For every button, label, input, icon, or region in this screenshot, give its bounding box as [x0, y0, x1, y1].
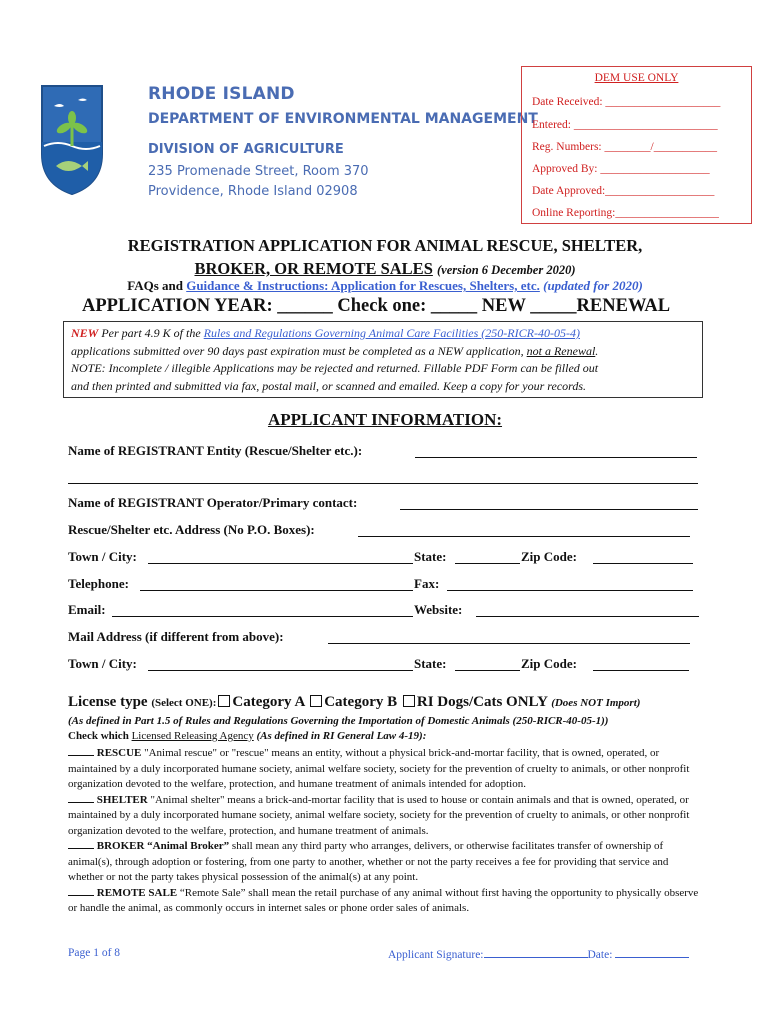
state-2-input[interactable] — [455, 670, 520, 671]
category-b-checkbox[interactable] — [310, 695, 322, 707]
zip-2-input[interactable] — [593, 670, 689, 671]
town-city-label: Town / City: — [68, 549, 137, 564]
note-line-4: and then printed and submitted via fax, postal mail, or scanned and emailed. Keep a copy for your records. — [71, 378, 587, 393]
license-type-line — [68, 694, 640, 711]
rescue-checkbox-blank[interactable] — [68, 746, 94, 756]
state-label: State: — [414, 549, 447, 564]
check-which-label: Check which — [68, 730, 129, 742]
category-b-label: Category B — [324, 694, 398, 710]
rescue-definition — [68, 746, 702, 793]
ri-dogs-cats-label: RI Dogs/Cats ONLY — [416, 694, 548, 710]
select-one-label: (Select ONE): — [151, 697, 217, 709]
remote-sale-term: REMOTE SALE — [96, 886, 178, 899]
guidance-link[interactable]: Guidance & Instructions: Application for Rescues, Shelters, etc. — [186, 278, 540, 293]
address-line-2: Providence, Rhode Island 02908 — [148, 184, 358, 199]
dem-use-only-title: DEM USE ONLY — [594, 72, 679, 84]
license-definitions — [68, 746, 702, 917]
ri-dogs-cats-checkbox[interactable] — [403, 695, 415, 707]
rescue-term: RESCUE — [96, 747, 142, 759]
reg-numbers-field[interactable]: Reg. Numbers: ________/___________ — [532, 141, 717, 153]
note-new-label: NEW — [71, 326, 99, 340]
signature-input[interactable] — [484, 947, 588, 958]
signature-label: Applicant Signature: — [388, 949, 484, 961]
department-name: DEPARTMENT OF ENVIRONMENTAL MANAGEMENT — [148, 111, 538, 127]
registrant-operator-input[interactable] — [400, 509, 698, 510]
date-label: Date: — [587, 949, 613, 961]
email-label: Email: — [68, 602, 106, 617]
address-line-1: 235 Promenade Street, Room 370 — [148, 164, 369, 179]
form-version: (version 6 December 2020) — [437, 263, 576, 277]
fax-label: Fax: — [414, 576, 440, 591]
town-city-2-label: Town / City: — [68, 656, 137, 671]
remote-sale-checkbox-blank[interactable] — [68, 886, 94, 896]
note-line-2: applications submitted over 90 days past expiration must be completed as a NEW application, — [71, 343, 524, 358]
faq-updated: (updated for 2020) — [543, 278, 643, 293]
as-defined-note: (As defined in Part 1.5 of Rules and Regulations Governing the Importation of Domestic Animals (250-RICR-40-05-1)) — [68, 715, 609, 727]
registrant-entity-input[interactable] — [415, 457, 697, 458]
email-input[interactable] — [112, 616, 413, 617]
address-label: Rescue/Shelter etc. Address (No P.O. Boxes): — [68, 522, 315, 537]
renewal-note-box: NEW Per part 4.9 K of the Rules and Regulations Governing Animal Care Facilities (250-RICR-40-05-4) applications submitted over 90 days past expiration must be completed as a NEW application, not a Renewal. NOTE: Incomplete / illegible Applications may be rejected and returned. Fillable PDF Form can be filled out and then printed and submitted via fax, postal mail, or scanned and emailed. Keep a copy for your records. — [63, 321, 703, 398]
page-number: Page 1 of 8 — [68, 947, 121, 959]
application-year-line[interactable]: APPLICATION YEAR: ______ Check one: _____ NEW _____RENEWAL — [82, 296, 671, 316]
does-not-import-label: (Does NOT Import) — [551, 697, 641, 709]
rescue-text: "Animal rescue" or "rescue" means an entity, without a physical brick-and-mortar facility, that is owned, operated, or maintained by a duly incorporated humane society, animal welfare society, society for the prevention of cruelty to animals, or other nonprofit organization devoted to the welfare, protection, and humane treatment of animals intended for adoption. — [68, 747, 690, 790]
zip-2-label: Zip Code: — [521, 656, 577, 671]
faq-prefix: FAQs and — [127, 278, 183, 293]
website-input[interactable] — [476, 616, 699, 617]
broker-checkbox-blank[interactable] — [68, 839, 94, 849]
rules-link[interactable]: Rules and Regulations Governing Animal Care Facilities (250-RICR-40-05-4) — [203, 326, 580, 340]
shelter-text: "Animal shelter" means a brick-and-mortar facility that is used to house or contain animals and that is owned, operated, or maintained by a duly incorporated humane society, animal welfare society, society for the prevention of cruelty to animals, or other nonprofit organization devoted to the welfare, protection, and humane treatment of animals. — [68, 793, 690, 837]
dem-use-only-box — [521, 66, 752, 224]
registrant-entity-label: Name of REGISTRANT Entity (Rescue/Shelter etc.): — [68, 443, 363, 458]
fax-input[interactable] — [447, 590, 693, 591]
state-name: RHODE ISLAND — [148, 84, 295, 104]
licensed-releasing-agency-link[interactable]: Licensed Releasing Agency — [131, 730, 254, 742]
note-line-3: NOTE: Incomplete / illegible Applications may be rejected and returned. Fillable PDF Form can be filled out — [71, 361, 599, 375]
applicant-info-heading: APPLICANT INFORMATION: — [267, 410, 503, 429]
date-approved-field[interactable]: Date Approved:___________________ — [532, 185, 715, 197]
approved-by-field[interactable]: Approved By: ___________________ — [532, 163, 710, 175]
mail-address-label: Mail Address (if different from above): — [68, 629, 284, 644]
signature-area — [388, 947, 689, 961]
division-name: DIVISION OF AGRICULTURE — [148, 142, 344, 157]
remote-sale-definition — [68, 886, 702, 917]
telephone-label: Telephone: — [68, 576, 129, 591]
website-label: Website: — [414, 602, 463, 617]
mail-address-input[interactable] — [328, 643, 690, 644]
category-a-checkbox[interactable] — [218, 695, 230, 707]
zip-input[interactable] — [593, 563, 693, 564]
date-received-field[interactable]: Date Received: ____________________ — [532, 96, 721, 108]
remote-sale-text: “Remote Sale” shall mean the retail purchase of any animal without first having the opportunity to physically observe or handle the animal, as commonly occurs in internet sales or phone order sales of animals. — [68, 886, 699, 914]
date-input[interactable] — [615, 947, 689, 958]
shelter-checkbox-blank[interactable] — [68, 793, 94, 803]
online-reporting-field[interactable]: Online Reporting:__________________ — [532, 207, 719, 219]
registrant-operator-label: Name of REGISTRANT Operator/Primary contact: — [68, 495, 358, 510]
broker-text: shall mean any third party who arranges, delivers, or otherwise facilitates transfer of ownership of animal(s), through adoption or fostering, from one party to another, whether or not the party receives a fee for providing that service and whether or not the party takes physical possession of the animal(s) at any point. — [68, 840, 669, 883]
state-2-label: State: — [414, 656, 447, 671]
form-title-line-1: REGISTRATION APPLICATION FOR ANIMAL RESCUE, SHELTER, — [127, 236, 643, 255]
category-a-label: Category A — [232, 694, 305, 710]
shelter-term: SHELTER — [96, 793, 148, 806]
form-title-broker: BROKER, OR REMOTE SALES — [194, 259, 433, 278]
registrant-entity-input-2[interactable] — [68, 483, 698, 484]
broker-term: BROKER “Animal Broker” — [96, 840, 230, 852]
town-city-2-input[interactable] — [148, 670, 413, 671]
license-type-label: License type — [68, 694, 148, 710]
form-title-line-2 — [0, 259, 770, 279]
state-input[interactable] — [455, 563, 520, 564]
shelter-definition — [68, 793, 702, 840]
zip-label: Zip Code: — [521, 549, 577, 564]
note-not-renewal: not a Renewal — [526, 343, 596, 358]
as-defined-ri-label: (As defined in RI General Law 4-19): — [256, 730, 427, 742]
note-per-part: Per part 4.9 K of the — [101, 326, 201, 340]
check-which-line — [68, 730, 426, 742]
broker-definition — [68, 839, 702, 886]
faq-line — [0, 278, 770, 294]
telephone-input[interactable] — [140, 590, 413, 591]
address-input[interactable] — [358, 536, 690, 537]
town-city-input[interactable] — [148, 563, 413, 564]
ri-dem-logo — [40, 84, 104, 196]
entered-field[interactable]: Entered: _________________________ — [532, 119, 718, 131]
